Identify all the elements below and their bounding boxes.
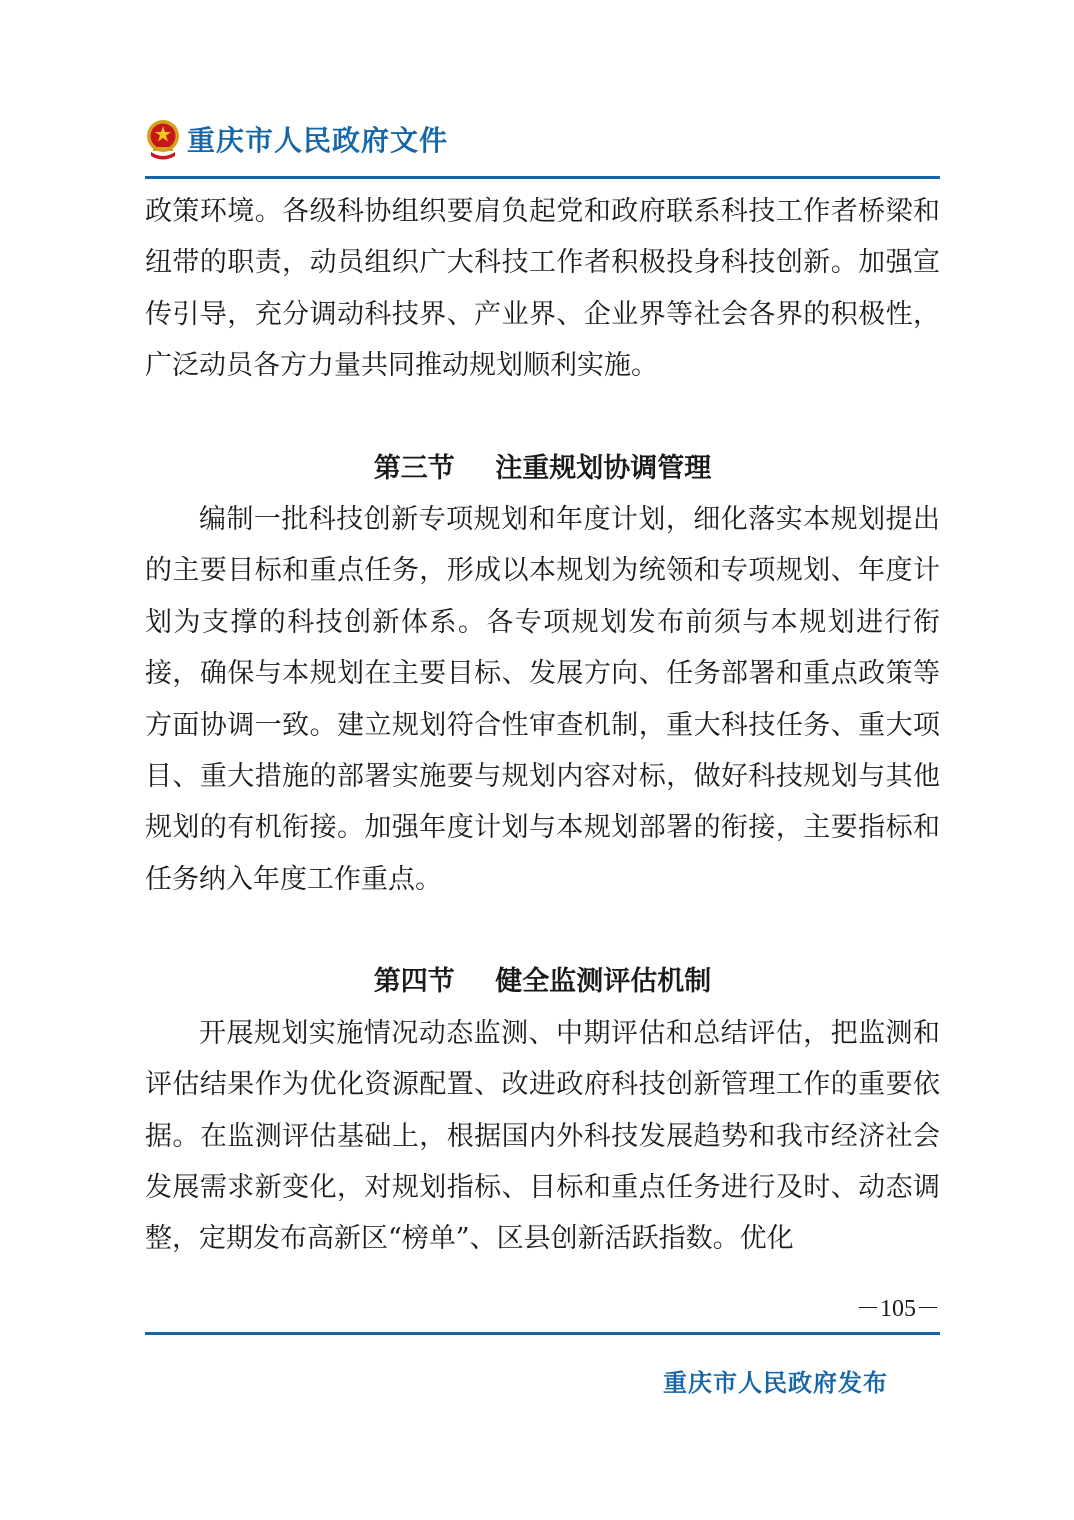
section-4-title: 健全监测评估机制 (495, 966, 712, 998)
intro-paragraph: 政策环境。各级科协组织要肩负起党和政府联系科技工作者桥梁和纽带的职责，动员组织广大科技工作者积极投身科技创新。加强宣传引导，充分调动科技界、产业界、企业界等社会各界的积极性，广泛动员各方力量共同推动规划顺利实施。 (145, 196, 940, 382)
section-3-paragraph: 编制一批科技创新专项规划和年度计划，细化落实本规划提出的主要目标和重点任务，形成以本规划为统领和专项规划、年度计划为支撑的科技创新体系。各专项规划发布前须与本规划进行衔接，确保与本规划在主要目标、发展方向、任务部署和重点政策等方面协调一致。建立规划符合性审查机制，重大科技任务、重大项目、重大措施的部署实施要与规划内容对标，做好科技规划与其他规划的有机衔接。加强年度计划与本规划部署的衔接，主要指标和任务纳入年度工作重点。 (145, 504, 940, 895)
document-header (145, 118, 448, 160)
document-body (145, 186, 940, 1265)
section-4-paragraph: 开展规划实施情况动态监测、中期评估和总结评估，把监测和评估结果作为优化资源配置、改进政府科技创新管理工作的重要依据。在监测评估基础上，根据国内外科技发展趋势和我市经济社会发展需求新变化，对规划指标、目标和重点任务进行及时、动态调整，定期发布高新区“榜单”、区县创新活跃指数。优化 (145, 1017, 940, 1255)
page-number: －105－ (856, 1296, 940, 1322)
header-title: 重庆市人民政府文件 (187, 124, 449, 157)
footer-divider (145, 1332, 940, 1335)
header-divider (145, 176, 940, 179)
section-4-number: 第四节 (373, 966, 455, 998)
section-3-title: 注重规划协调管理 (495, 452, 712, 484)
section-4-heading (145, 956, 940, 1007)
section-3-heading (145, 443, 940, 494)
section-3-number: 第三节 (373, 452, 455, 484)
footer-publisher: 重庆市人民政府发布 (663, 1369, 888, 1397)
national-emblem-icon (145, 118, 181, 160)
